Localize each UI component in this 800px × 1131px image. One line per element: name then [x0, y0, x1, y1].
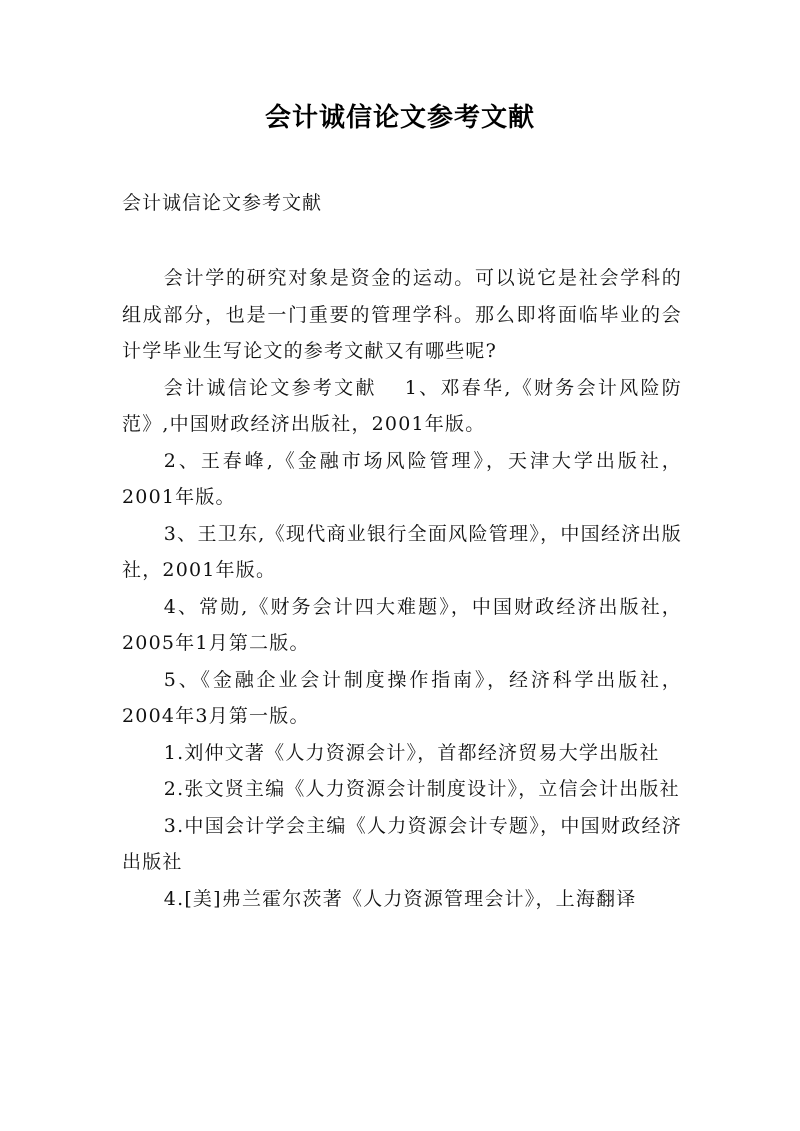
intro-paragraph: 会计学的研究对象是资金的运动。可以说它是社会学科的组成部分，也是一门重要的管理学科。那么即将面临毕业的会计学毕业生写论文的参考文献又有哪些呢?: [122, 267, 682, 362]
reference-paragraph-8: 3.中国会计学会主编《人力资源会计专题》，中国财政经济出版社: [122, 814, 682, 873]
document-subtitle: 会计诚信论文参考文献: [122, 192, 323, 214]
document-title: 会计诚信论文参考文献: [264, 103, 535, 133]
document-body: [122, 260, 682, 917]
reference-paragraph-6: 1.刘仲文著《人力资源会计》，首都经济贸易大学出版社: [163, 741, 660, 764]
reference-paragraph-2: 2、王春峰,《金融市场风险管理》，天津大学出版社，2001年版。: [122, 449, 682, 508]
reference-item: 1、邓春华,《财务会计风险防范》,中国财政经济出版社，2001年版。: [122, 376, 682, 435]
reference-heading: 会计诚信论文参考文献: [163, 376, 377, 399]
reference-paragraph-1: [122, 370, 682, 443]
reference-paragraph-5: 5、《金融企业会计制度操作指南》，经济科学出版社，2004年3月第一版。: [122, 668, 682, 727]
reference-paragraph-4: 4、常勋,《财务会计四大难题》，中国财政经济出版社，2005年1月第二版。: [122, 595, 682, 654]
reference-paragraph-7: 2.张文贤主编《人力资源会计制度设计》，立信会计出版社: [163, 778, 680, 800]
reference-paragraph-3: 3、王卫东,《现代商业银行全面风险管理》，中国经济出版社，2001年版。: [122, 522, 682, 581]
reference-paragraph-9: 4.[美]弗兰霍尔茨著《人力资源管理会计》，上海翻译: [163, 887, 637, 910]
